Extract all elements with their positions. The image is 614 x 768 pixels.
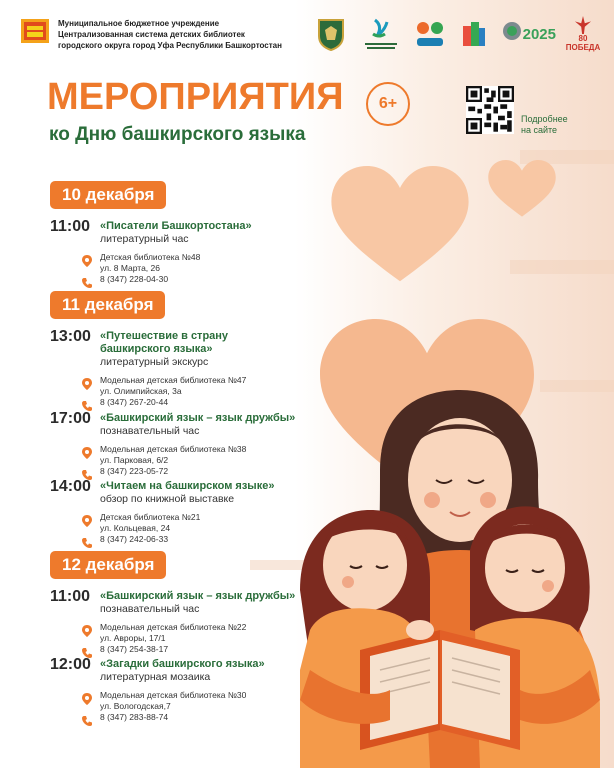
library-name: Модельная детская библиотека №38 (100, 444, 247, 454)
event-name-line: «Башкирский язык – язык дружбы» (100, 590, 296, 602)
event-name-line: «Башкирский язык – язык дружбы» (100, 412, 296, 424)
library-phone[interactable]: 8 (347) 283-88-74 (100, 712, 169, 722)
event-type: литературный экскурс (100, 356, 209, 368)
event-location (100, 690, 246, 723)
event-name (100, 590, 300, 603)
location-pin-icon (82, 514, 92, 526)
org-line: Централизованная система детских библиотек (58, 30, 245, 39)
event-name-line: «Загадки башкирского языка» (100, 658, 265, 670)
year-logo (501, 16, 556, 52)
library-name: Модельная детская библиотека №22 (100, 622, 247, 632)
victory-label: 80 ПОБЕДА (565, 34, 601, 52)
page-title: МЕРОПРИЯТИЯ (47, 76, 344, 118)
year-label: 2025 (522, 25, 556, 43)
event-location (100, 252, 200, 285)
event-name (100, 330, 300, 356)
books-logo-icon (459, 16, 489, 52)
library-address: ул. Вологодская,7 (100, 701, 171, 711)
date-badge: 11 декабря (50, 291, 165, 319)
event-name (100, 480, 300, 493)
event-time: 12:00 (50, 656, 91, 673)
library-name: Модельная детская библиотека №47 (100, 375, 247, 385)
phone-icon (82, 535, 92, 545)
phone-icon (82, 398, 92, 408)
location-pin-icon (82, 377, 92, 389)
ufa-coat-of-arms-icon (313, 16, 349, 52)
location-pin-icon (82, 254, 92, 266)
library-name: Детская библиотека №48 (100, 252, 201, 262)
event-name (100, 220, 300, 233)
qr-caption-line: на сайте (521, 125, 558, 135)
event-type: обзор по книжной выставке (100, 493, 235, 505)
org-name (58, 18, 282, 51)
location-pin-icon (82, 446, 92, 458)
library-phone[interactable]: 8 (347) 228-04-30 (100, 274, 169, 284)
phone-icon (82, 713, 92, 723)
library-phone[interactable]: 8 (347) 254-38-17 (100, 644, 169, 654)
event-name (100, 412, 300, 425)
victory-statue-icon (572, 16, 594, 34)
date-badge: 12 декабря (50, 551, 166, 579)
event-type: познавательный час (100, 603, 200, 615)
event-name (100, 658, 300, 671)
page-subtitle: ко Дню башкирского языка (49, 124, 306, 145)
bookshelf-decor (510, 260, 614, 274)
event-name-line: «Писатели Башкортостана» (100, 220, 252, 232)
event-time: 13:00 (50, 328, 91, 345)
event-location (100, 375, 246, 408)
org-line: Муниципальное бюджетное учреждение (58, 19, 220, 28)
year-emblem-icon (501, 19, 523, 49)
qr-caption (521, 114, 568, 136)
date-badge: 10 декабря (50, 181, 166, 209)
event-name-line: «Путешествие в страну (100, 330, 229, 342)
age-rating-badge: 6+ (366, 82, 410, 126)
heart-decor-icon (488, 160, 556, 218)
library-address: ул. Авроры, 17/1 (100, 633, 166, 643)
event-location (100, 622, 246, 655)
event-location (100, 444, 246, 477)
phone-icon (82, 275, 92, 285)
heart-decor-icon (330, 166, 470, 284)
location-pin-icon (82, 624, 92, 636)
library-address: ул. Парковая, 6/2 (100, 455, 169, 465)
event-name-line: «Читаем на башкирском языке» (100, 480, 275, 492)
library-phone[interactable]: 8 (347) 242-06-33 (100, 534, 169, 544)
partner-logos (313, 14, 601, 54)
library-address: ул. 8 Марта, 26 (100, 263, 160, 273)
library-phone[interactable]: 8 (347) 223-05-72 (100, 466, 169, 476)
phone-icon (82, 645, 92, 655)
qr-caption-line: Подробнее (521, 114, 568, 124)
org-line: городского округа город Уфа Республики Башкортостан (58, 41, 282, 50)
event-time: 17:00 (50, 410, 91, 427)
victory-logo (565, 16, 601, 52)
event-type: познавательный час (100, 425, 200, 437)
event-time: 14:00 (50, 478, 91, 495)
library-name: Детская библиотека №21 (100, 512, 201, 522)
event-name-line: башкирского языка» (100, 343, 213, 355)
library-address: ул. Кольцевая, 24 (100, 523, 171, 533)
qr-code-icon[interactable] (466, 86, 514, 134)
phone-icon (82, 467, 92, 477)
event-type: литературный час (100, 233, 189, 245)
library-name: Модельная детская библиотека №30 (100, 690, 247, 700)
event-location (100, 512, 200, 545)
location-pin-icon (82, 692, 92, 704)
org-logo-icon (20, 16, 50, 46)
culture-department-logo-icon (361, 16, 401, 52)
mother-reading-to-children-illustration (270, 330, 614, 768)
event-time: 11:00 (50, 218, 91, 235)
library-children-logo-icon (413, 16, 447, 52)
event-type: литературная мозаика (100, 671, 211, 683)
library-address: ул. Олимпийская, 3а (100, 386, 182, 396)
event-time: 11:00 (50, 588, 91, 605)
library-phone[interactable]: 8 (347) 267-20-44 (100, 397, 169, 407)
